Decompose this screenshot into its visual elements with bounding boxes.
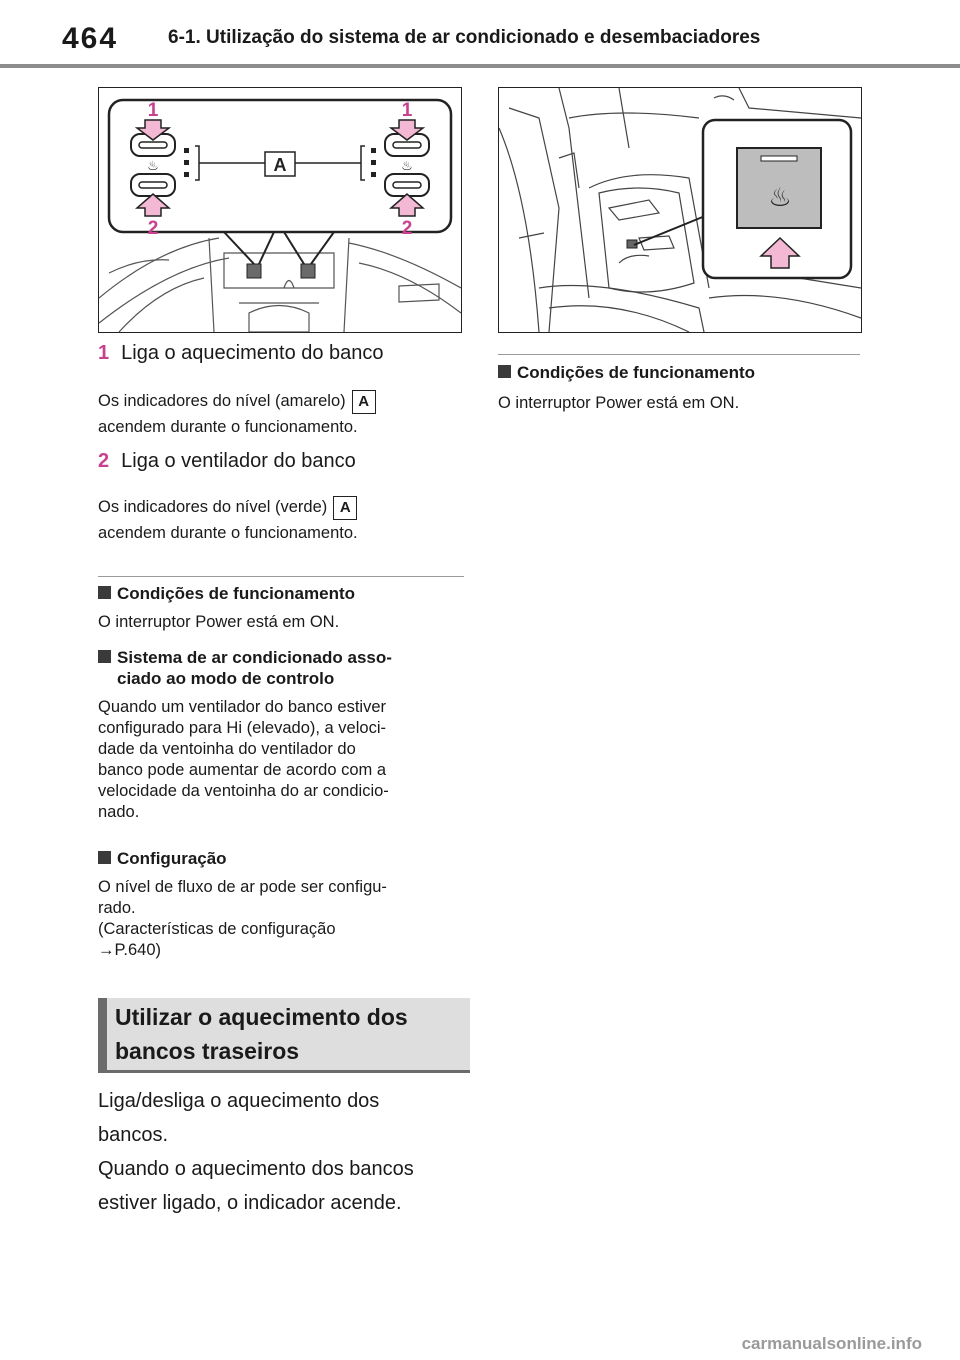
bullet-square-icon — [498, 365, 511, 378]
seat-heater-icon: ♨ — [768, 183, 792, 213]
bullet-square-icon — [98, 586, 111, 599]
step-2-desc-line-1: Os indicadores do nível (verde) — [98, 498, 328, 516]
rear-heater-paragraph-2: Quando o aquecimento dos bancos estiver ligado, o indicador acende. — [98, 1158, 414, 1214]
step-1-description — [98, 388, 468, 440]
page-number: 464 — [62, 22, 119, 55]
configuration-text: O nível de fluxo de ar pode ser configu- rado. (Características de configuração →P.640) — [98, 877, 468, 961]
right-operating-conditions-text: O interruptor Power está em ON. — [498, 394, 740, 412]
callout-1-left: 1 — [147, 100, 159, 121]
step-1-label: Liga o aquecimento do banco — [121, 342, 384, 364]
callout-2-right: 2 — [401, 218, 413, 239]
step-2-desc-line-2: acendem durante o funcionamento. — [98, 524, 358, 542]
configuration-page-link[interactable]: →P.640) — [98, 941, 161, 959]
configuration-reference[interactable]: (Características de configuração — [98, 920, 336, 938]
step-1-desc-line-2: acendem durante o funcionamento. — [98, 418, 358, 436]
chapter-title: 6-1. Utilização do sistema de ar condicionado e desembaciadores — [168, 27, 761, 48]
step-1-desc-line-1: Os indicadores do nível (amarelo) — [98, 392, 346, 410]
figure-rear-seat-heater-switch — [498, 87, 862, 333]
svg-text:♨: ♨ — [147, 159, 159, 174]
section-divider — [98, 576, 464, 577]
rear-heater-illustration — [499, 88, 861, 332]
bullet-square-icon — [98, 851, 111, 864]
step-1 — [98, 342, 384, 365]
indicator-a-box: A — [352, 390, 376, 414]
indicator-a-box-2: A — [333, 496, 357, 520]
rear-heater-paragraph-1: Liga/desliga o aquecimento dos bancos. — [98, 1090, 380, 1146]
operating-conditions-heading: Condições de funcionamento — [98, 583, 355, 604]
step-2-number: 2 — [98, 450, 110, 472]
right-section-divider — [498, 354, 860, 355]
linked-ac-text: Quando um ventilador do banco estiver configurado para Hi (elevado), a veloci- dade da ventoinha do ventilador do banco pode aumentar de acordo com a velocidade da ventoinha do ar condicio- nado. — [98, 698, 389, 821]
section-heading-rear-seat-heaters: Utilizar o aquecimento dos bancos traseiros — [98, 998, 470, 1073]
svg-text:♨: ♨ — [401, 159, 413, 174]
right-operating-conditions-heading: Condições de funcionamento — [498, 362, 755, 383]
figure-front-seat-switches — [98, 87, 462, 333]
seat-switch-illustration — [99, 88, 461, 332]
operating-conditions-text: O interruptor Power está em ON. — [98, 613, 340, 631]
step-2-description — [98, 494, 468, 546]
linked-ac-heading: Sistema de ar condicionado asso- ciado ao modo de controlo — [98, 647, 392, 689]
step-2 — [98, 450, 356, 473]
watermark: carmanualsonline.info — [741, 1334, 922, 1353]
step-2-label: Liga o ventilador do banco — [121, 450, 356, 472]
configuration-heading: Configuração — [98, 848, 227, 869]
callout-1-right: 1 — [401, 100, 413, 121]
step-1-number: 1 — [98, 342, 110, 364]
figure-label-a: A — [273, 155, 287, 175]
callout-2-left: 2 — [147, 218, 159, 239]
bullet-square-icon — [98, 650, 111, 663]
header-rule — [0, 64, 960, 68]
